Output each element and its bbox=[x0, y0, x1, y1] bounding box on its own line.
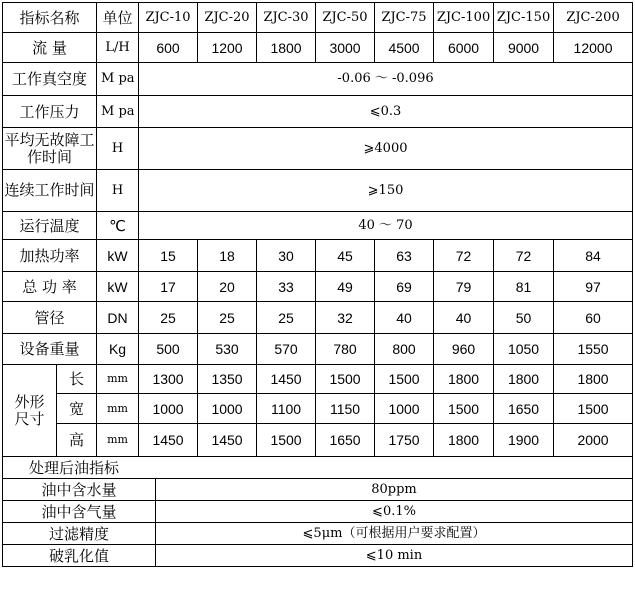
diameter-value: 50 bbox=[494, 302, 554, 334]
vacuum-unit: M pa bbox=[97, 63, 139, 96]
total-power-value: 81 bbox=[494, 272, 554, 302]
continuous-row bbox=[3, 170, 633, 212]
header-label: 指标名称 bbox=[3, 3, 97, 33]
vacuum-label: 工作真空度 bbox=[3, 63, 97, 96]
weight-value: 780 bbox=[316, 334, 375, 365]
flow-row bbox=[3, 33, 633, 63]
heating-row bbox=[3, 240, 633, 272]
header-unit: 单位 bbox=[97, 3, 139, 33]
diameter-value: 25 bbox=[139, 302, 198, 334]
height-value: 1500 bbox=[257, 424, 316, 457]
mtbf-value: ⩾4000 bbox=[139, 128, 633, 170]
oil-quality-row bbox=[3, 545, 633, 567]
oil-quality-row bbox=[3, 523, 633, 545]
total-power-value: 79 bbox=[434, 272, 494, 302]
length-value: 1300 bbox=[139, 365, 198, 394]
width-value: 1500 bbox=[434, 394, 494, 424]
weight-label: 设备重量 bbox=[3, 334, 97, 365]
heating-value: 63 bbox=[375, 240, 434, 272]
total-power-value: 17 bbox=[139, 272, 198, 302]
height-row bbox=[3, 424, 633, 457]
total-power-label: 总 功 率 bbox=[3, 272, 97, 302]
heating-value: 72 bbox=[494, 240, 554, 272]
width-row bbox=[3, 394, 633, 424]
pressure-label: 工作压力 bbox=[3, 96, 97, 128]
model-header: ZJC-200 bbox=[554, 3, 633, 33]
width-value: 1650 bbox=[494, 394, 554, 424]
oil-quality-title: 处理后油指标 bbox=[3, 457, 633, 479]
height-label: 高 bbox=[57, 424, 97, 457]
height-value: 1750 bbox=[375, 424, 434, 457]
oil-quality-value: ⩽5μm（可根据用户要求配置） bbox=[156, 523, 633, 545]
pressure-row bbox=[3, 96, 633, 128]
flow-value: 3000 bbox=[316, 33, 375, 63]
total-power-value: 97 bbox=[554, 272, 633, 302]
height-value: 2000 bbox=[554, 424, 633, 457]
heating-value: 30 bbox=[257, 240, 316, 272]
spec-table bbox=[2, 2, 633, 457]
length-unit: mm bbox=[97, 365, 139, 394]
model-header: ZJC-10 bbox=[139, 3, 198, 33]
heating-unit: kW bbox=[97, 240, 139, 272]
weight-value: 960 bbox=[434, 334, 494, 365]
length-value: 1350 bbox=[198, 365, 257, 394]
temperature-unit: ℃ bbox=[97, 212, 139, 240]
oil-quality-row bbox=[3, 479, 633, 501]
flow-value: 1200 bbox=[198, 33, 257, 63]
width-value: 1150 bbox=[316, 394, 375, 424]
oil-quality-label: 油中含水量 bbox=[3, 479, 156, 501]
diameter-value: 25 bbox=[257, 302, 316, 334]
flow-value: 4500 bbox=[375, 33, 434, 63]
width-value: 1000 bbox=[375, 394, 434, 424]
heating-value: 18 bbox=[198, 240, 257, 272]
vacuum-row bbox=[3, 63, 633, 96]
oil-quality-table bbox=[2, 456, 633, 567]
diameter-label: 管径 bbox=[3, 302, 97, 334]
width-unit: mm bbox=[97, 394, 139, 424]
diameter-row bbox=[3, 302, 633, 334]
weight-unit: Kg bbox=[97, 334, 139, 365]
model-header: ZJC-20 bbox=[198, 3, 257, 33]
model-header: ZJC-50 bbox=[316, 3, 375, 33]
mtbf-label: 平均无故障工作时间 bbox=[3, 128, 97, 170]
diameter-value: 25 bbox=[198, 302, 257, 334]
oil-quality-row bbox=[3, 501, 633, 523]
flow-label: 流 量 bbox=[3, 33, 97, 63]
height-value: 1800 bbox=[434, 424, 494, 457]
oil-quality-value: ⩽0.1% bbox=[156, 501, 633, 523]
width-value: 1000 bbox=[198, 394, 257, 424]
flow-unit: L/H bbox=[97, 33, 139, 63]
height-value: 1450 bbox=[198, 424, 257, 457]
header-row bbox=[3, 3, 633, 33]
total-power-value: 20 bbox=[198, 272, 257, 302]
weight-value: 1550 bbox=[554, 334, 633, 365]
height-value: 1900 bbox=[494, 424, 554, 457]
diameter-unit: DN bbox=[97, 302, 139, 334]
oil-quality-label: 油中含气量 bbox=[3, 501, 156, 523]
diameter-value: 40 bbox=[375, 302, 434, 334]
oil-quality-value: 80ppm bbox=[156, 479, 633, 501]
heating-value: 84 bbox=[554, 240, 633, 272]
width-value: 1000 bbox=[139, 394, 198, 424]
oil-quality-label: 过滤精度 bbox=[3, 523, 156, 545]
total-power-unit: kW bbox=[97, 272, 139, 302]
pressure-value: ⩽0.3 bbox=[139, 96, 633, 128]
weight-value: 570 bbox=[257, 334, 316, 365]
flow-value: 9000 bbox=[494, 33, 554, 63]
flow-value: 6000 bbox=[434, 33, 494, 63]
total-power-value: 33 bbox=[257, 272, 316, 302]
height-value: 1450 bbox=[139, 424, 198, 457]
pressure-unit: M pa bbox=[97, 96, 139, 128]
weight-value: 530 bbox=[198, 334, 257, 365]
diameter-value: 32 bbox=[316, 302, 375, 334]
heating-value: 72 bbox=[434, 240, 494, 272]
mtbf-unit: H bbox=[97, 128, 139, 170]
oil-quality-value: ⩽10 min bbox=[156, 545, 633, 567]
weight-value: 800 bbox=[375, 334, 434, 365]
continuous-value: ⩾150 bbox=[139, 170, 633, 212]
weight-value: 500 bbox=[139, 334, 198, 365]
length-value: 1500 bbox=[375, 365, 434, 394]
length-value: 1800 bbox=[554, 365, 633, 394]
continuous-unit: H bbox=[97, 170, 139, 212]
oil-quality-label: 破乳化值 bbox=[3, 545, 156, 567]
continuous-label: 连续工作时间 bbox=[3, 170, 97, 212]
length-row bbox=[3, 365, 633, 394]
diameter-value: 40 bbox=[434, 302, 494, 334]
total-power-row bbox=[3, 272, 633, 302]
height-value: 1650 bbox=[316, 424, 375, 457]
flow-value: 12000 bbox=[554, 33, 633, 63]
vacuum-value: -0.06 ～ -0.096 bbox=[139, 63, 633, 96]
length-label: 长 bbox=[57, 365, 97, 394]
length-value: 1800 bbox=[494, 365, 554, 394]
diameter-value: 60 bbox=[554, 302, 633, 334]
length-value: 1500 bbox=[316, 365, 375, 394]
heating-value: 15 bbox=[139, 240, 198, 272]
dimensions-label: 外形尺寸 bbox=[3, 365, 57, 457]
oil-quality-title-row bbox=[3, 457, 633, 479]
model-header: ZJC-150 bbox=[494, 3, 554, 33]
temperature-label: 运行温度 bbox=[3, 212, 97, 240]
flow-value: 600 bbox=[139, 33, 198, 63]
spec-sheet bbox=[2, 2, 632, 567]
model-header: ZJC-30 bbox=[257, 3, 316, 33]
weight-value: 1050 bbox=[494, 334, 554, 365]
length-value: 1450 bbox=[257, 365, 316, 394]
height-unit: mm bbox=[97, 424, 139, 457]
total-power-value: 49 bbox=[316, 272, 375, 302]
model-header: ZJC-75 bbox=[375, 3, 434, 33]
width-value: 1100 bbox=[257, 394, 316, 424]
total-power-value: 69 bbox=[375, 272, 434, 302]
width-label: 宽 bbox=[57, 394, 97, 424]
flow-value: 1800 bbox=[257, 33, 316, 63]
width-value: 1500 bbox=[554, 394, 633, 424]
weight-row bbox=[3, 334, 633, 365]
temperature-value: 40 ～ 70 bbox=[139, 212, 633, 240]
heating-value: 45 bbox=[316, 240, 375, 272]
mtbf-row bbox=[3, 128, 633, 170]
temperature-row bbox=[3, 212, 633, 240]
length-value: 1800 bbox=[434, 365, 494, 394]
model-header: ZJC-100 bbox=[434, 3, 494, 33]
heating-label: 加热功率 bbox=[3, 240, 97, 272]
